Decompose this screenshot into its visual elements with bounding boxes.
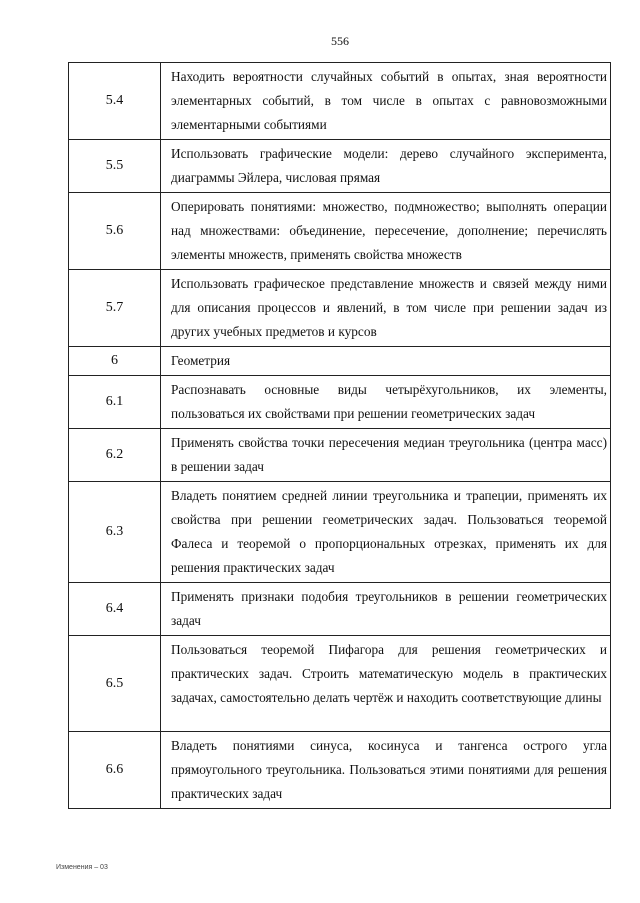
row-text-cell: Применять свойства точки пересечения медиан треугольника (центра масс) в решении задач (161, 429, 611, 482)
row-text-cell: Использовать графические модели: дерево случайного эксперимента, диаграммы Эйлера, числовая прямая (161, 140, 611, 193)
row-number-cell: 6.2 (69, 429, 161, 482)
table-row (69, 270, 611, 347)
row-text-cell: Применять признаки подобия треугольников в решении геометрических задач (161, 583, 611, 636)
row-text-cell: Владеть понятиями синуса, косинуса и тангенса острого угла прямоугольного треугольника. Пользоваться этими понятиями для решения практических задач (161, 732, 611, 809)
row-text-cell: Оперировать понятиями: множество, подмножество; выполнять операции над множествами: объединение, пересечение, дополнение; перечислять элементы множеств, применять свойства множеств (161, 193, 611, 270)
row-number-cell: 6.6 (69, 732, 161, 809)
table-row (69, 140, 611, 193)
table-row (69, 732, 611, 809)
row-number-cell: 5.5 (69, 140, 161, 193)
row-number-cell: 5.6 (69, 193, 161, 270)
row-number-cell: 5.7 (69, 270, 161, 347)
table-row (69, 429, 611, 482)
row-text-cell: Использовать графическое представление множеств и связей между ними для описания процессов и явлений, в том числе при решении задач из других учебных предметов и курсов (161, 270, 611, 347)
section-number-cell: 6 (69, 347, 161, 376)
row-number-cell: 6.5 (69, 636, 161, 732)
footer-revision-note: Изменения – 03 (56, 864, 108, 871)
row-number-cell: 6.1 (69, 376, 161, 429)
row-number-cell: 6.3 (69, 482, 161, 583)
table-row (69, 636, 611, 732)
row-text-cell: Находить вероятности случайных событий в опытах, зная вероятности элементарных событий, в том числе в опытах с равновозможными элементарными событиями (161, 63, 611, 140)
page-number: 556 (331, 34, 349, 48)
table-row (69, 376, 611, 429)
requirements-table (68, 62, 611, 809)
row-text-cell: Пользоваться теоремой Пифагора для решения геометрических и практических задач. Строить математическую модель в практических задачах, самостоятельно делать чертёж и находить соответствующие длины (161, 636, 611, 732)
table-row (69, 583, 611, 636)
table-row (69, 193, 611, 270)
table-row (69, 63, 611, 140)
section-title-cell: Геометрия (161, 347, 611, 376)
row-number-cell: 5.4 (69, 63, 161, 140)
table-row (69, 347, 611, 376)
row-text-cell: Владеть понятием средней линии треугольника и трапеции, применять их свойства при решении геометрических задач. Пользоваться теоремой Фалеса и теоремой о пропорциональных отрезках, применять их для решения практических задач (161, 482, 611, 583)
row-number-cell: 6.4 (69, 583, 161, 636)
table-row (69, 482, 611, 583)
row-text-cell: Распознавать основные виды четырёхугольников, их элементы, пользоваться их свойствами при решении геометрических задач (161, 376, 611, 429)
